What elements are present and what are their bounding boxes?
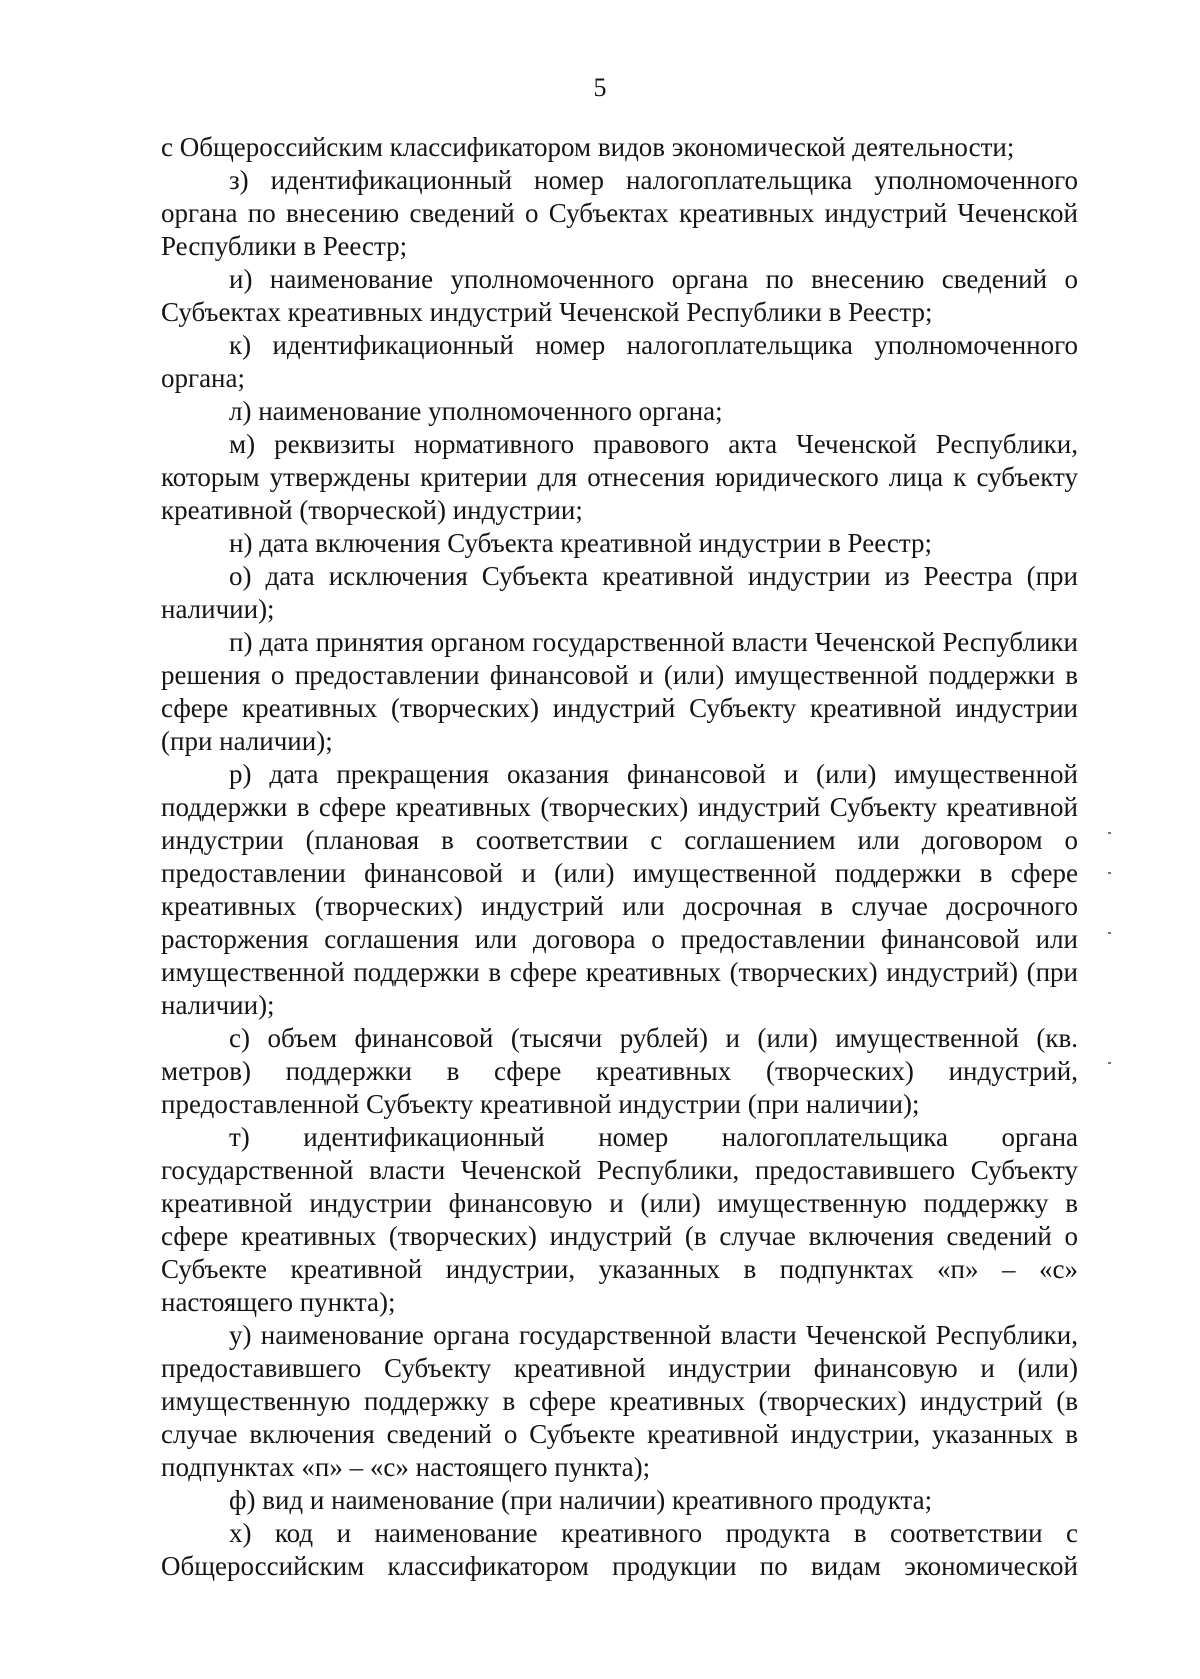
paragraph-item-s: с) объем финансовой (тысячи рублей) и (или) имущественной (кв. метров) поддержки в сфере креативных (творческих) индустрий, предоставленной Субъекту креативной индустрии (при наличии);: [161, 1023, 1078, 1119]
paragraph-item-m: м) реквизиты нормативного правового акта Чеченской Республики, которым утверждены критерии для отнесения юридического лица к субъекту креативной (творческой) индустрии;: [161, 429, 1078, 525]
paragraph-item-n: н) дата включения Субъекта креативной индустрии в Реестр;: [229, 528, 932, 558]
scan-speck: [1108, 1062, 1111, 1064]
scan-speck: [1108, 872, 1111, 874]
paragraph-item-kh: х) код и наименование креативного продукта в соответствии с Общероссийским классификатором продукции по видам экономической: [161, 1518, 1078, 1581]
paragraph-okved-continuation: с Общероссийским классификатором видов экономической деятельности;: [161, 132, 1015, 162]
paragraph-item-p: п) дата принятия органом государственной власти Чеченской Республики решения о предоставлении финансовой и (или) имущественной поддержки в сфере креативных (творческих) индустрий Субъекту креативной индустрии (при наличии);: [161, 627, 1078, 756]
paragraph-item-o: о) дата исключения Субъекта креативной индустрии из Реестра (при наличии);: [161, 561, 1078, 624]
page-number: 5: [593, 73, 607, 102]
paragraph-item-u: у) наименование органа государственной власти Чеченской Республики, предоставившего Субъекту креативной индустрии финансовую и (или) имущественную поддержку в сфере креативных (творческих) индустрий (в случае включения сведений о Субъекте креативной индустрии, указанных в подпунктах «п» – «с» настоящего пункта);: [161, 1320, 1078, 1482]
paragraph-item-t: т) идентификационный номер налогоплательщика органа государственной власти Чеченской Республики, предоставившего Субъекту креативной индустрии финансовую и (или) имущественную поддержку в сфере креативных (творческих) индустрий (в случае включения сведений о Субъекте креативной индустрии, указанных в подпунктах «п» – «с» настоящего пункта);: [161, 1122, 1078, 1317]
paragraph-item-z: з) идентификационный номер налогоплательщика уполномоченного органа по внесению сведений о Субъектах креативных индустрий Чеченской Республики в Реестр;: [161, 165, 1078, 261]
paragraph-item-r: р) дата прекращения оказания финансовой и (или) имущественной поддержки в сфере креативных (творческих) индустрий Субъекту креативной индустрии (плановая в соответствии с соглашением или договором о предоставлении финансовой и (или) имущественной поддержки в сфере креативных (творческих) индустрий или досрочная в случае досрочного расторжения соглашения или договора о предоставлении финансовой или имущественной поддержки в сфере креативных (творческих) индустрий) (при наличии);: [161, 759, 1078, 1020]
scan-speck: [1108, 932, 1111, 934]
paragraph-item-i: и) наименование уполномоченного органа по внесению сведений о Субъектах креативных индустрий Чеченской Республики в Реестр;: [161, 264, 1078, 327]
document-body: [161, 131, 1078, 1583]
paragraph-item-l: л) наименование уполномоченного органа;: [229, 396, 723, 426]
paragraph-item-f: ф) вид и наименование (при наличии) креативного продукта;: [229, 1485, 933, 1515]
paragraph-item-k: к) идентификационный номер налогоплательщика уполномоченного органа;: [161, 330, 1078, 393]
scan-speck: [1108, 832, 1111, 834]
